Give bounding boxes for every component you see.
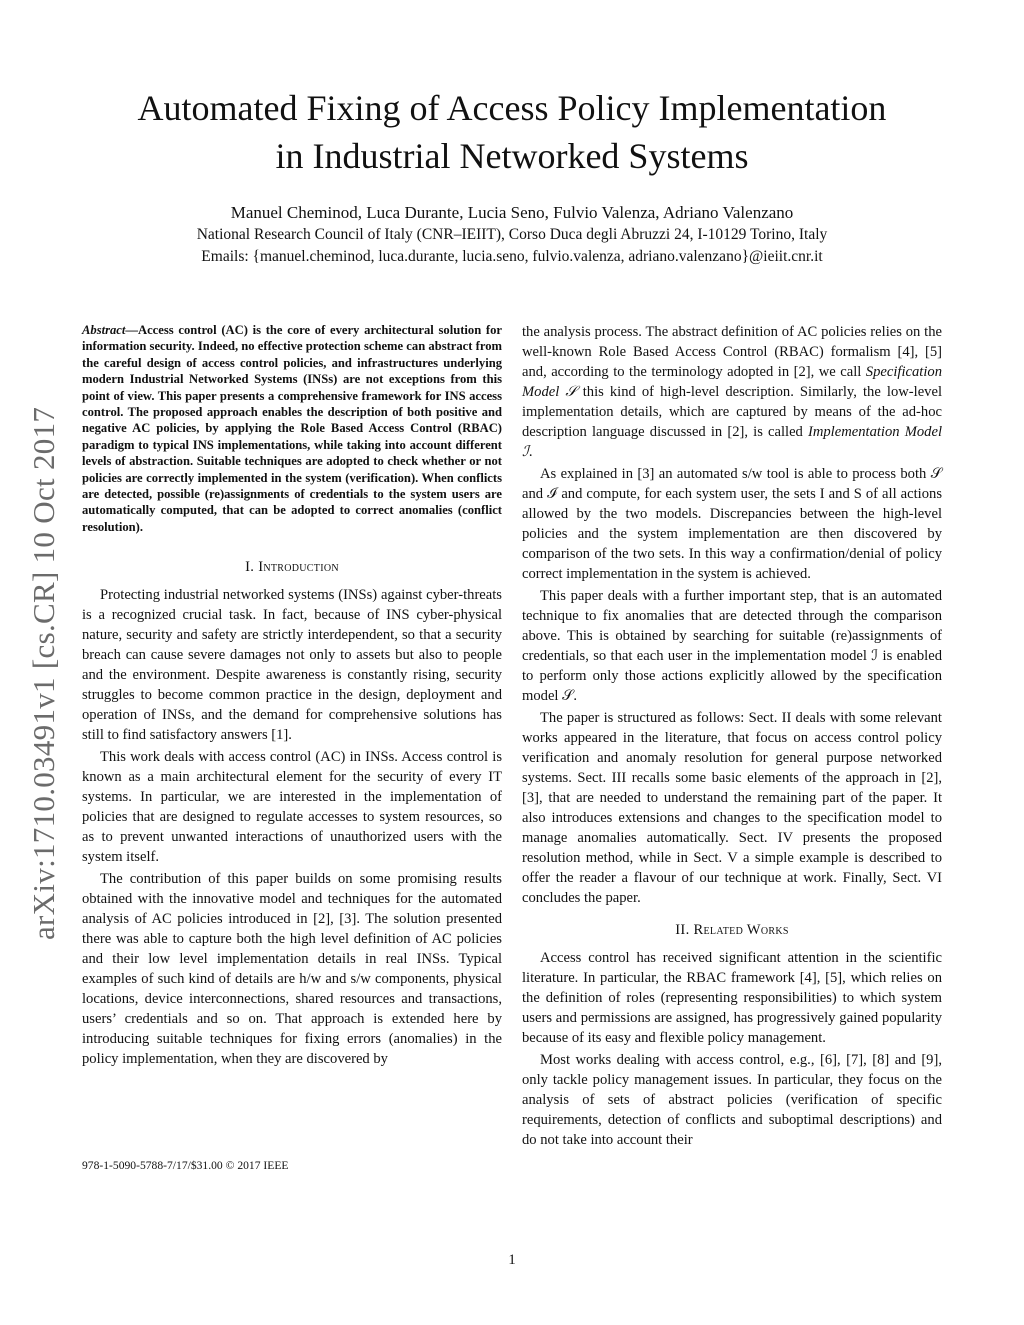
arxiv-identifier: arXiv:1710.03491v1 [cs.CR] 10 Oct 2017 — [26, 406, 61, 940]
affiliation: National Research Council of Italy (CNR–IEIIT), Corso Duca degli Abruzzi 24, I-10129 Torino, Italy — [196, 226, 828, 243]
right-column — [522, 322, 942, 1152]
page-number: 1 — [508, 1252, 516, 1268]
paragraph: Most works dealing with access control, e.g., [6], [7], [8] and [9], only tackle policy management issues. In particular, they focus on the analysis of sets of abstract policies (verification of specific requirements, detection of conflicts and suboptimal descriptions) and do not take into account their — [522, 1052, 942, 1148]
paragraph: This work deals with access control (AC) in INSs. Access control is known as a main architectural element for the security of every IT systems. In particular, we are interested in the implementation of policies that are designed to regulate accesses to system resources, so as to prevent unwanted interactions of unauthorized users with the system itself. — [82, 749, 502, 866]
section-name: Introduction — [258, 559, 339, 576]
section-number: I. — [245, 559, 255, 576]
left-column — [82, 322, 502, 1071]
paragraph: Access control has received significant attention in the scientific literature. In particular, the RBAC framework [4], [5], which relies on the definition of roles (representing responsibilities) to which system users and permissions are assigned, has progressively gained popularity because of its easy and flexible policy management. — [522, 950, 942, 1046]
copyright-notice: 978-1-5090-5788-7/17/$31.00 © 2017 IEEE — [82, 1159, 289, 1172]
author-block — [0, 202, 1024, 268]
text-run: . — [528, 444, 533, 460]
section-name: Related Works — [693, 922, 789, 938]
text-run: the analysis process. The abstract definition of AC policies relies on the well-known Role Based Access Control (RBAC) formalism [4], [5] and, according to the terminology adopted in [2], we call — [522, 324, 942, 380]
section-number: II. — [675, 922, 690, 938]
paragraph: The paper is structured as follows: Sect. II deals with some relevant works appeared in the literature, that focus on access control policy verification and anomaly resolution for general purpose networked systems. Sect. III recalls some basic elements of the approach in [2], [3], that are needed to understand the remaining part of the paper. It also introduces extensions and changes to the specification model to manage anomalies automatically. Sect. IV presents the proposed resolution method, while in Sect. V a simple example is described to offer the reader a flavour of our technique at work. Finally, Sect. VI concludes the paper. — [522, 710, 942, 906]
text-run: this kind of high-level description. Similarly, the low-level implementation details, which are captured by means of the ad-hoc description language discussed in [2], is called — [522, 384, 942, 440]
text-run: Implementation Model ℐ — [522, 424, 942, 460]
abstract-text: —Access control (AC) is the core of every architectural solution for information security. Indeed, no effective protection scheme can abstract from the careful design of access control policies, and infrastructures underlying modern Industrial Networked Systems (INSs) are not exceptions from this point of view. This paper presents a comprehensive framework for INS access control. The proposed approach enables the description of both positive and negative AC policies, by applying the Role Based Access Control (RBAC) paradigm to typical INS implementations, while taking into account different levels of abstraction. Suitable techniques are adopted to check whether or not policies are correctly implemented in the system (verification). When conflicts are detected, possible (re)assignments of credentials to the system users are automatically computed, that can be adopted to correct anomalies (conflict resolution). — [82, 323, 502, 534]
paragraph — [522, 322, 942, 462]
paragraph: As explained in [3] an automated s/w tool is able to process both 𝒮 and ℐ and compute, for each system user, the sets I and S of all actions allowed by the two models. Discrepancies between the high-level policies and the system implementation are then discovered by comparison of the two sets. In this way a confirmation/denial of policy correct implementation in the system is achieved. — [522, 466, 942, 582]
text-run: Specification Model 𝒮 — [522, 364, 942, 400]
section-heading-related-works — [522, 920, 942, 940]
abstract — [82, 322, 502, 535]
paragraph: Protecting industrial networked systems (INSs) against cyber-threats is a recognized crucial task. In fact, because of INS cyber-physical nature, security and safety are strictly interdependent, so that a security breach can cause severe damages not only to assets but also to people and the environment. Despite awareness is constantly rising, security struggles to become common practice in the design, deployment and operation of INSs, and the demand for comprehensive solutions has still to find satisfactory answers [1]. — [82, 587, 502, 744]
author-names: Manuel Cheminod, Luca Durante, Lucia Seno, Fulvio Valenza, Adriano Valenzano — [230, 203, 794, 222]
title-line-2: in Industrial Networked Systems — [275, 136, 749, 176]
paragraph: This paper deals with a further important step, that is an automated technique to fix anomalies that are detected through the comparison above. This is obtained by searching for suitable (re)assignments of credentials, so that each user in the implementation model ℐ is enabled to perform only those actions explicitly allowed by the specification model 𝒮. — [522, 588, 942, 704]
section-heading-introduction — [82, 557, 502, 577]
emails: Emails: {manuel.cheminod, luca.durante, lucia.seno, fulvio.valenza, adriano.valenzano}@ieiit.cnr.it — [201, 248, 823, 265]
paragraph: The contribution of this paper builds on some promising results obtained with the innovative model and techniques for the automated analysis of AC policies introduced in [2], [3]. The solution presented there was able to capture both the high level definition of AC policies and their low level implementation details in real INSs. Typical examples of such kind of details are h/w and s/w components, physical locations, device interconnections, shared resources and transactions, users’ credentials and so on. That approach is extended here by introducing suitable techniques for fixing errors (anomalies) in the policy implementation, when they are discovered by — [82, 871, 502, 1068]
paper-title — [0, 84, 1024, 180]
title-line-1: Automated Fixing of Access Policy Implementation — [137, 88, 887, 128]
abstract-label: Abstract — [82, 323, 126, 337]
